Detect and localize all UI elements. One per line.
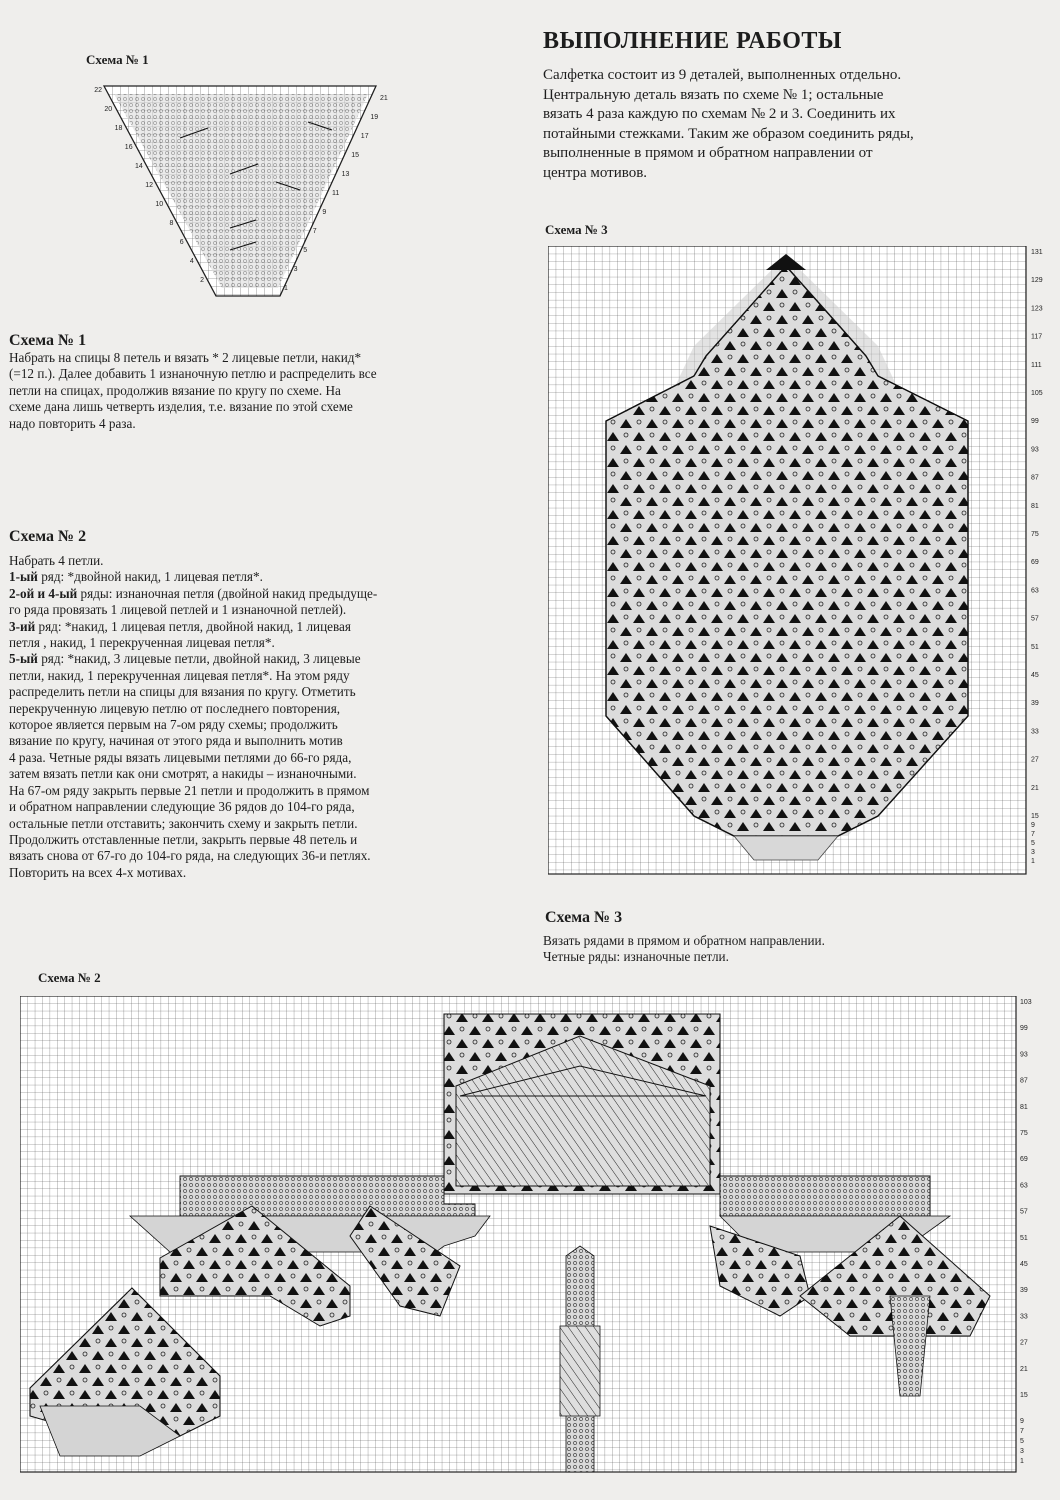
row-number-label: 33 bbox=[1031, 728, 1039, 736]
row-number-label: 4 bbox=[189, 258, 194, 265]
row-number-label: 93 bbox=[1020, 1051, 1028, 1059]
row-number-label: 45 bbox=[1020, 1261, 1028, 1268]
scheme2-line: На 67-ом ряду закрыть первые 21 петли и продолжить в прямом bbox=[9, 782, 370, 798]
work-line: выполненные в прямом и обратном направлении от bbox=[543, 145, 873, 162]
row-number-label: 1 bbox=[284, 285, 288, 292]
row-number-label: 57 bbox=[1020, 1208, 1028, 1216]
work-line: Салфетка состоит из 9 деталей, выполненных отдельно. bbox=[543, 67, 902, 83]
scheme2-description bbox=[9, 553, 529, 881]
scheme2-line: вязание по кругу, начиная от этого ряда и выполнить мотив bbox=[9, 733, 343, 749]
row-number-label: 63 bbox=[1020, 1182, 1028, 1190]
row-label: 1-ый bbox=[9, 569, 38, 585]
row-number-label: 123 bbox=[1031, 305, 1043, 313]
row-number-label: 45 bbox=[1031, 672, 1039, 679]
row-number-label: 13 bbox=[341, 171, 350, 178]
row-number-label: 75 bbox=[1031, 531, 1039, 538]
scheme1-line: надо повторить 4 раза. bbox=[9, 415, 136, 431]
row-number-label: 10 bbox=[155, 201, 164, 208]
row-number-label: 9 bbox=[1031, 822, 1035, 829]
row-number-label: 57 bbox=[1031, 615, 1039, 623]
row-number-label: 2 bbox=[200, 277, 204, 284]
row-number-label: 27 bbox=[1020, 1339, 1028, 1347]
row-number-label: 15 bbox=[351, 152, 359, 159]
row-label: 2-ой и 4-ый bbox=[9, 585, 78, 601]
row-number-label: 22 bbox=[94, 87, 102, 94]
row-number-label: 21 bbox=[1031, 784, 1039, 792]
row-number-label: 15 bbox=[1020, 1392, 1028, 1399]
scheme2-line: 4 раза. Четные ряды вязать лицевыми петлями до 66-го ряда, bbox=[9, 749, 352, 765]
scheme1-line: (=12 п.). Далее добавить 1 изнаночную петлю и распределить все bbox=[9, 366, 377, 382]
row-number-label: 21 bbox=[1020, 1365, 1028, 1373]
work-line: потайными стежками. Таким же образом соединить ряды, bbox=[543, 125, 914, 142]
row-number-label: 117 bbox=[1031, 333, 1043, 341]
scheme3-line: Вязать рядами в прямом и обратном направлении. bbox=[543, 933, 825, 948]
scheme1-chart bbox=[80, 78, 400, 303]
row-number-label: 15 bbox=[1031, 813, 1039, 820]
row-label: 5-ый bbox=[9, 651, 38, 667]
row-number-label: 69 bbox=[1020, 1156, 1028, 1164]
row-number-label: 99 bbox=[1031, 418, 1039, 426]
row-number-label: 103 bbox=[1020, 999, 1032, 1006]
row-number-label: 6 bbox=[179, 239, 184, 246]
scheme1-chart-caption: Схема № 1 bbox=[86, 52, 149, 67]
scheme3-line: Четные ряды: изнаночные петли. bbox=[543, 949, 729, 965]
scheme3-description bbox=[543, 933, 1043, 966]
scheme2-chart-caption: Схема № 2 bbox=[38, 970, 101, 985]
row-number-label: 81 bbox=[1020, 1103, 1028, 1111]
row-number-label: 27 bbox=[1031, 756, 1039, 764]
row-number-label: 7 bbox=[312, 228, 317, 235]
row-number-label: 8 bbox=[169, 220, 174, 227]
row-number-label: 69 bbox=[1031, 559, 1039, 567]
row-text: ряд: *накид, 3 лицевые петли, двойной накид, 3 лицевые bbox=[37, 651, 361, 667]
scheme2-line: петли, накид, 1 перекрученная лицевая петля*. На этом ряду bbox=[9, 667, 350, 683]
work-line: вязать 4 раза каждую по схемам № 2 и 3. Соединить их bbox=[543, 106, 896, 123]
work-line: Центральную деталь вязать по схеме № 1; остальные bbox=[543, 86, 884, 103]
row-number-label: 87 bbox=[1031, 474, 1039, 482]
row-number-label: 99 bbox=[1020, 1025, 1028, 1033]
row-number-label: 63 bbox=[1031, 587, 1039, 595]
row-number-label: 3 bbox=[1020, 1448, 1024, 1456]
row-text: ряд: *двойной накид, 1 лицевая петля*. bbox=[37, 569, 263, 585]
row-number-label: 5 bbox=[1031, 840, 1035, 847]
scheme2-line: го ряда провязать 1 лицевой петлей и 1 изнаночной петлей). bbox=[9, 602, 347, 618]
scheme2-intro: Набрать 4 петли. bbox=[9, 553, 104, 568]
row-number-label: 7 bbox=[1031, 831, 1035, 838]
row-number-label: 14 bbox=[135, 163, 143, 170]
row-number-label: 5 bbox=[303, 247, 308, 254]
row-number-label: 129 bbox=[1031, 277, 1043, 285]
scheme2-line: остальные петли отставить; закончить схему и закрыть петли. bbox=[9, 815, 358, 831]
scheme1-heading: Схема № 1 bbox=[9, 332, 87, 349]
row-text: ряд: *накид, 1 лицевая петля, двойной накид, 1 лицевая bbox=[35, 618, 351, 634]
row-number-label: 16 bbox=[124, 144, 133, 151]
row-number-label: 111 bbox=[1031, 361, 1042, 369]
row-number-label: 51 bbox=[1031, 643, 1039, 651]
scheme2-line: петля , накид, 1 перекрученная лицевая петля*. bbox=[9, 635, 275, 651]
row-number-label: 105 bbox=[1031, 390, 1043, 397]
row-number-label: 39 bbox=[1031, 700, 1039, 708]
scheme1-line: Набрать на спицы 8 петель и вязать * 2 лицевые петли, накид* bbox=[9, 350, 362, 365]
scheme2-row1 bbox=[9, 569, 529, 585]
row-number-label: 17 bbox=[360, 133, 369, 140]
scheme1-description bbox=[9, 350, 519, 432]
row-number-label: 18 bbox=[114, 125, 123, 132]
scheme1-line: схеме дана лишь четверть изделия, т.е. вязание по этой схеме bbox=[9, 399, 353, 415]
scheme2-line: которое является первым на 7-ом ряду схемы; продолжить bbox=[9, 717, 338, 733]
row-number-label: 81 bbox=[1031, 502, 1039, 510]
row-label: 3-ий bbox=[9, 618, 36, 634]
scheme2-row3 bbox=[9, 619, 529, 635]
row-number-label: 39 bbox=[1020, 1287, 1028, 1295]
row-number-label: 20 bbox=[104, 106, 113, 113]
row-number-label: 1 bbox=[1020, 1458, 1024, 1466]
work-description bbox=[543, 66, 1043, 184]
scheme3-chart-caption: Схема № 3 bbox=[545, 222, 608, 237]
row-number-label: 12 bbox=[145, 182, 153, 189]
row-number-label: 75 bbox=[1020, 1130, 1028, 1137]
work-title: ВЫПОЛНЕНИЕ РАБОТЫ bbox=[543, 28, 842, 54]
scheme2-row5 bbox=[9, 651, 529, 667]
row-text: ряды: изнаночная петля (двойной накид предыдуще- bbox=[77, 585, 378, 601]
row-number-label: 87 bbox=[1020, 1077, 1028, 1085]
scheme2-row2-4 bbox=[9, 586, 529, 602]
scheme2-chart bbox=[20, 996, 1054, 1476]
row-number-label: 21 bbox=[380, 95, 388, 102]
scheme2-line: вязать снова от 67-го до 104-го ряда, на следующих 36-и петлях. bbox=[9, 848, 371, 864]
row-number-label: 11 bbox=[332, 190, 340, 197]
row-number-label: 3 bbox=[293, 266, 298, 273]
scheme1-line: петли на спицах, продолжив вязание по кругу по схеме. На bbox=[9, 382, 341, 398]
row-number-label: 51 bbox=[1020, 1234, 1028, 1242]
work-line: центра мотивов. bbox=[543, 164, 648, 181]
row-number-label: 3 bbox=[1031, 849, 1035, 856]
row-number-label: 33 bbox=[1020, 1313, 1028, 1321]
row-number-label: 1 bbox=[1031, 858, 1035, 865]
scheme2-line: Повторить на всех 4-х мотивах. bbox=[9, 864, 187, 880]
row-number-label: 93 bbox=[1031, 446, 1039, 454]
row-number-label: 19 bbox=[370, 114, 379, 121]
row-number-label: 5 bbox=[1020, 1438, 1024, 1446]
row-number-label: 9 bbox=[322, 209, 327, 216]
scheme3-heading: Схема № 3 bbox=[545, 909, 623, 926]
scheme2-line: перекрученную лицевую петлю от последнего повторения, bbox=[9, 700, 341, 716]
scheme2-line: Продолжить отставленные петли, закрыть первые 48 петель и bbox=[9, 831, 358, 847]
scheme2-line: и обратном направлении следующие 36 рядов до 104-го ряда, bbox=[9, 799, 355, 815]
row-number-label: 7 bbox=[1020, 1428, 1024, 1436]
scheme2-line: затем вязать петли как они смотрят, а накиды – изнаночными. bbox=[9, 766, 357, 782]
scheme3-chart bbox=[548, 246, 1052, 878]
row-number-label: 131 bbox=[1031, 249, 1043, 256]
scheme2-heading: Схема № 2 bbox=[9, 528, 87, 545]
row-number-label: 9 bbox=[1020, 1418, 1024, 1426]
scheme2-line: распределить петли на спицы для вязания по кругу. Отметить bbox=[9, 684, 356, 700]
